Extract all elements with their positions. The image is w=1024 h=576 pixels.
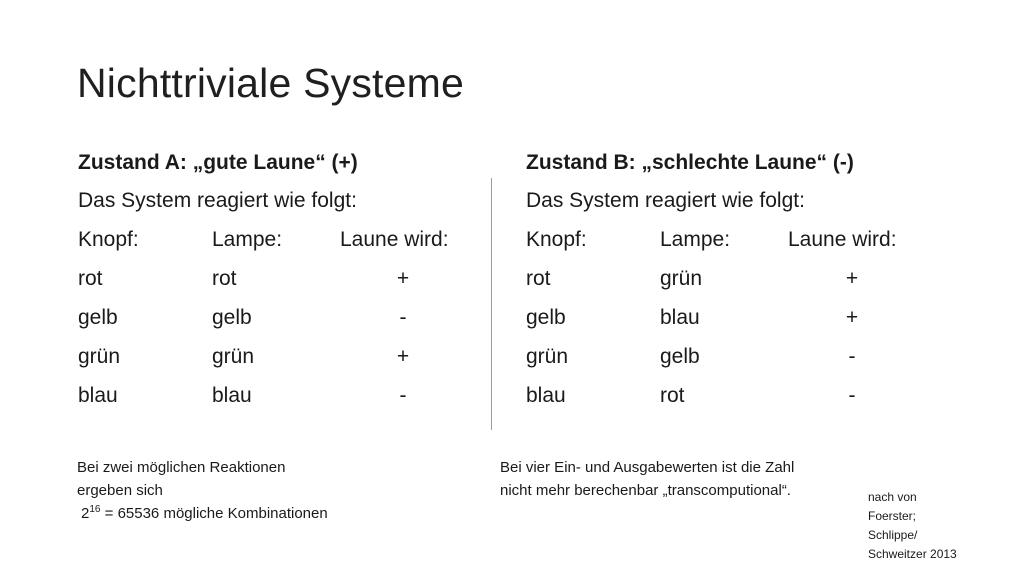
column-header-lampe: Lampe: [212, 228, 283, 251]
column-divider [491, 178, 492, 430]
table-row [78, 342, 498, 381]
cell-lampe: rot [212, 267, 237, 290]
state-b-heading: Zustand B: „schlechte Laune“ (-) [526, 151, 854, 174]
formula-base: 2 [81, 505, 90, 522]
column-header-lampe: Lampe: [660, 228, 731, 251]
cell-laune: + [396, 345, 410, 368]
cell-lampe: blau [660, 306, 700, 329]
cell-lampe: grün [660, 267, 703, 290]
cell-laune: + [396, 267, 410, 290]
cell-knopf: grün [78, 345, 121, 368]
table-row [78, 264, 498, 303]
cell-laune: + [845, 306, 859, 329]
cell-knopf: gelb [78, 306, 118, 329]
cell-laune: - [399, 306, 407, 329]
state-a-heading: Zustand A: „gute Laune“ (+) [78, 151, 358, 174]
cell-lampe: grün [212, 345, 255, 368]
formula-exponent: 16 [89, 504, 101, 515]
table-row [526, 381, 946, 420]
table-row [526, 264, 946, 303]
formula-result: = 65536 mögliche Kombinationen [100, 505, 328, 522]
cell-laune: + [845, 267, 859, 290]
table-row [78, 303, 498, 342]
cell-lampe: rot [660, 384, 685, 407]
note-transcomputational [500, 456, 860, 502]
note-b-line-2: nicht mehr berechenbar „transcomputional“. [500, 482, 791, 499]
note-a-line-1: Bei zwei möglichen Reaktionen [77, 459, 286, 476]
cell-knopf: blau [78, 384, 118, 407]
source-line: Schweitzer 2013 [868, 547, 957, 561]
table-row [78, 381, 498, 420]
note-a-line-2: ergeben sich [77, 482, 163, 499]
cell-lampe: gelb [212, 306, 252, 329]
cell-laune: - [848, 384, 856, 407]
column-header-laune: Laune wird: [788, 228, 897, 251]
source-citation [868, 488, 957, 564]
cell-laune: - [848, 345, 856, 368]
state-a-table-header [78, 225, 498, 264]
combination-formula [77, 502, 407, 525]
cell-knopf: rot [526, 267, 551, 290]
state-a-column [78, 148, 498, 420]
table-row [526, 342, 946, 381]
cell-knopf: rot [78, 267, 103, 290]
column-header-laune: Laune wird: [340, 228, 449, 251]
slide-title: Nichttriviale Systeme [77, 60, 464, 106]
state-b-intro: Das System reagiert wie folgt: [526, 189, 805, 212]
cell-lampe: gelb [660, 345, 700, 368]
note-b-line-1: Bei vier Ein- und Ausgabewerten ist die Zahl [500, 459, 795, 476]
cell-lampe: blau [212, 384, 252, 407]
state-b-column [526, 148, 946, 420]
cell-knopf: gelb [526, 306, 566, 329]
column-header-knopf: Knopf: [526, 228, 587, 251]
cell-laune: - [399, 384, 407, 407]
state-b-table-header [526, 225, 946, 264]
cell-knopf: blau [526, 384, 566, 407]
source-line: Schlippe/ [868, 528, 918, 542]
table-row [526, 303, 946, 342]
column-header-knopf: Knopf: [78, 228, 139, 251]
source-line: Foerster; [868, 509, 917, 523]
note-combinations [77, 456, 407, 525]
state-a-intro: Das System reagiert wie folgt: [78, 189, 357, 212]
source-line: nach von [868, 490, 917, 504]
cell-knopf: grün [526, 345, 569, 368]
